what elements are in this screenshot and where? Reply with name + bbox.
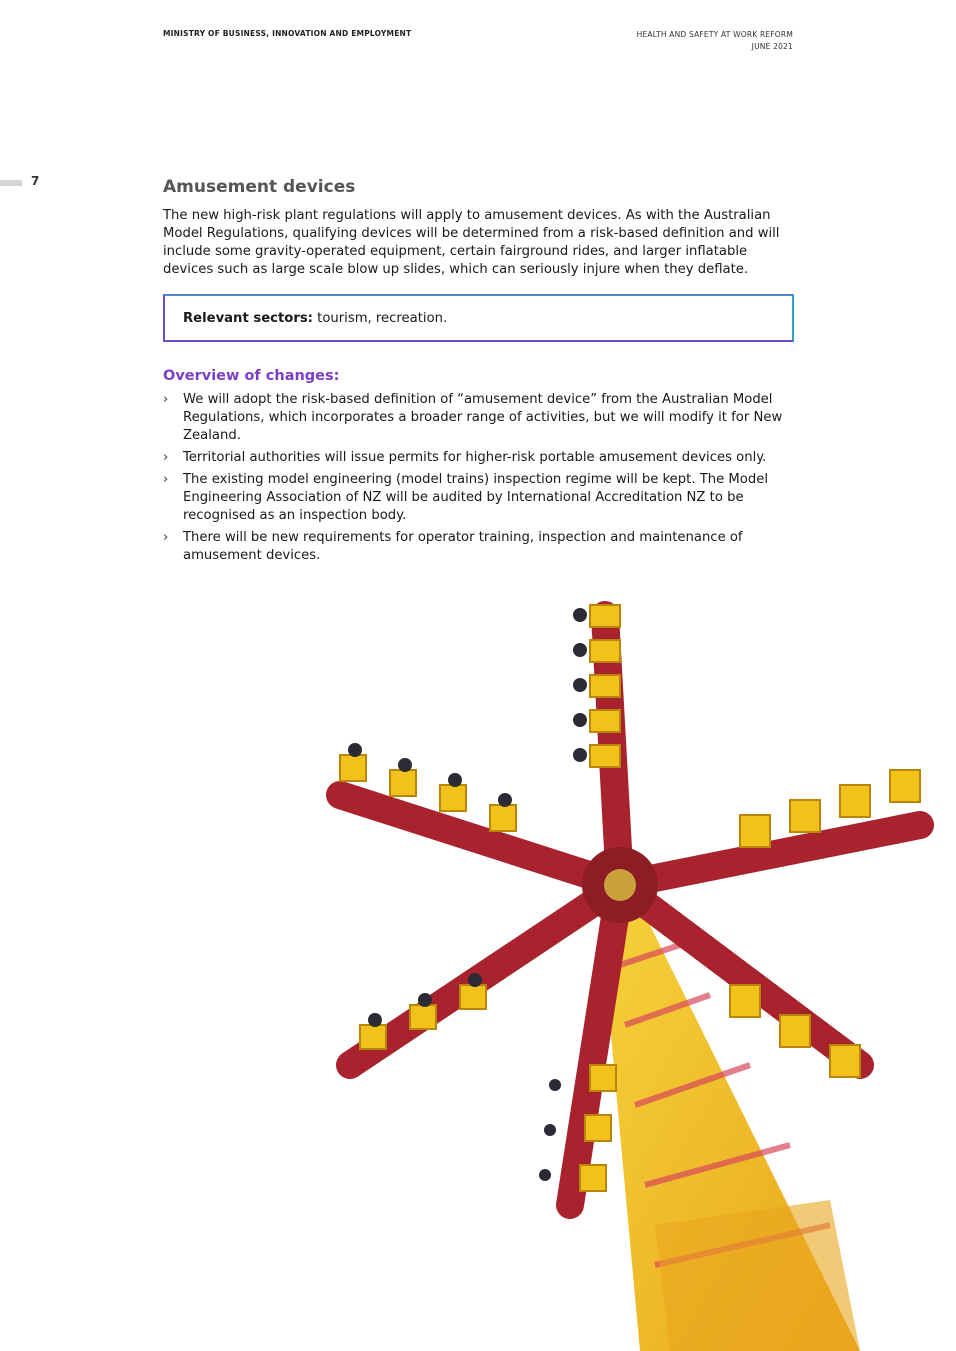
chevron-bullet-icon: › bbox=[163, 450, 169, 465]
list-item bbox=[163, 391, 793, 445]
relevant-sectors-label: Relevant sectors: bbox=[183, 311, 313, 326]
overview-list bbox=[163, 391, 793, 569]
header-report-info bbox=[637, 29, 793, 53]
relevant-sectors-box bbox=[163, 294, 794, 342]
list-item bbox=[163, 471, 793, 525]
header-report-title: HEALTH AND SAFETY AT WORK REFORM bbox=[636, 30, 793, 39]
page-number: 7 bbox=[31, 174, 40, 188]
ride-riders bbox=[348, 608, 587, 1181]
list-item-text: The existing model engineering (model trains) inspection regime will be kept. The Model Engineering Association of NZ will be audited by International Accreditation NZ to be recognised as an inspection body. bbox=[183, 472, 769, 523]
page-tab-marker bbox=[0, 180, 22, 186]
section-title: Amusement devices bbox=[163, 177, 356, 197]
list-item-text: There will be new requirements for operator training, inspection and maintenance of amusement devices. bbox=[183, 530, 743, 563]
header-ministry: MINISTRY OF BUSINESS, INNOVATION AND EMPLOYMENT bbox=[163, 29, 412, 38]
amusement-ride-photo bbox=[300, 585, 956, 1351]
chevron-bullet-icon: › bbox=[163, 472, 169, 487]
list-item-text: Territorial authorities will issue permits for higher-risk portable amusement devices only. bbox=[183, 450, 767, 465]
list-item-text: We will adopt the risk-based definition of “amusement device” from the Australian Model Regulations, which incorporates a broader range of activities, but we will modify it for New Zealand. bbox=[183, 392, 783, 443]
list-item bbox=[163, 449, 793, 467]
section-intro: The new high-risk plant regulations will apply to amusement devices. As with the Australian Model Regulations, qualifying devices will be determined from a risk-based definition and will include some gravity-operated equipment, certain fairground rides, and larger inflatable devices such as large scale blow up slides, which can seriously injure when they deflate. bbox=[163, 208, 780, 277]
header-report-date: JUNE 2021 bbox=[751, 42, 793, 51]
overview-title: Overview of changes: bbox=[163, 368, 340, 384]
list-item bbox=[163, 529, 793, 565]
chevron-bullet-icon: › bbox=[163, 530, 169, 545]
relevant-sectors-value: tourism, recreation. bbox=[312, 311, 448, 326]
chevron-bullet-icon: › bbox=[163, 392, 169, 407]
